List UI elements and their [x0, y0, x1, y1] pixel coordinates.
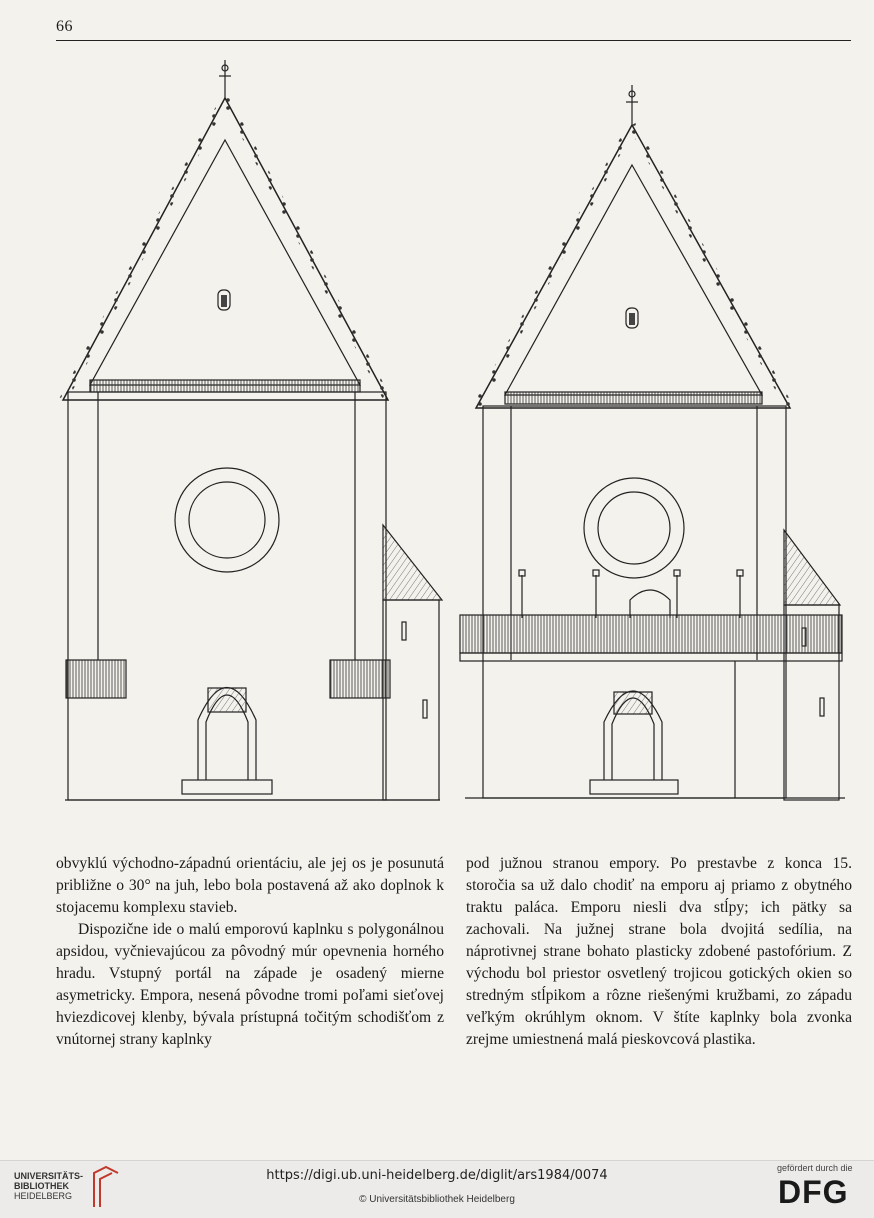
right-text-column: [466, 853, 852, 1051]
library-name-line1: UNIVERSITÄTS-: [14, 1171, 84, 1181]
right-elevation: [460, 85, 845, 800]
church-facade-figure: [0, 40, 874, 820]
dfg-logo[interactable]: DFG: [778, 1174, 849, 1210]
library-name-line2: BIBLIOTHEK: [14, 1181, 69, 1191]
library-name-line3: HEIDELBERG: [14, 1191, 73, 1201]
left-text-column: [56, 853, 444, 1051]
left-paragraph-1: obvyklú východno-západnú orientáciu, ale jej os je posunutá približne o 30° na juh, lebo bola postavená až ako doplnok k stojacemu komplexu stavieb.: [56, 855, 444, 916]
copyright-notice: © Universitätsbibliothek Heidelberg: [359, 1194, 515, 1205]
church-facade-drawings-icon: [0, 40, 874, 820]
permalink-url[interactable]: https://digi.ub.uni-heidelberg.de/diglit/ars1984/0074: [266, 1168, 608, 1183]
right-paragraph-1: pod južnou stranou empory. Po prestavbe z konca 15. storočia sa už dalo chodiť na emporu aj priamo z obytného traktu paláca. Emporu niesli dva stĺpy; ich pätky sa zachovali. Na južnej strane bola dvojitá sedília, na náprotivnej strane bohato plasticky zdobené pastofórium. Z východu bol priestor osvetlený trojicou gotických okien so stredným stĺpikom a rôzne riešenými kružbami, zo západu veľkým okrúhlym oknom. V štíte kaplnky bola zvonka zrejme umiestnená malá pieskovcová plastika.: [466, 855, 852, 1048]
dfg-label: gefördert durch die: [777, 1163, 853, 1173]
page-number: 66: [56, 18, 73, 35]
left-paragraph-2: Dispozične ide o malú emporovú kaplnku s polygonálnou apsidou, vyčnievajúcou za pôvodný múr opevnenia horného hradu. Vstupný portál na západe je osadený mierne asymetricky. Empora, nesená pôvodne tromi poľami sieťovej hviezdicovej klenby, bývala prístupná točitým schodišťom z vnútornej strany kaplnky: [56, 921, 444, 1048]
left-elevation: [63, 60, 442, 800]
